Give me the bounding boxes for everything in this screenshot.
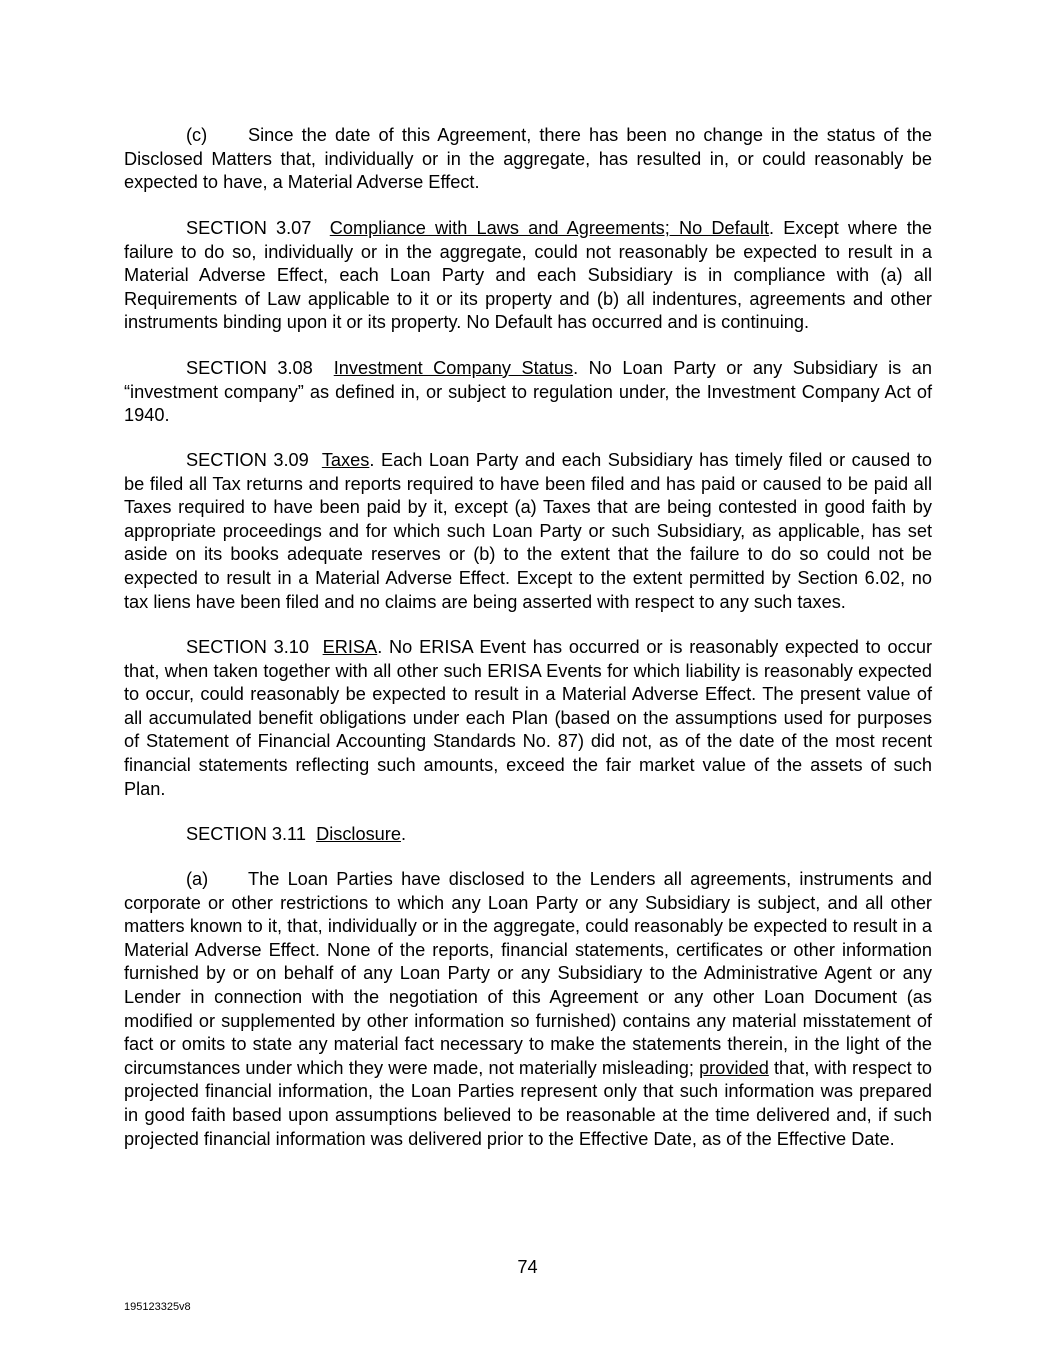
section-number: SECTION 3.08 bbox=[186, 358, 313, 378]
paragraph-label: (c) bbox=[186, 125, 208, 145]
proviso-term: provided bbox=[699, 1057, 769, 1078]
section-3-09 bbox=[124, 449, 932, 614]
section-number: SECTION 3.10 bbox=[186, 637, 310, 657]
paragraph-3-11-a bbox=[124, 868, 932, 1151]
section-3-11 bbox=[124, 823, 932, 847]
section-heading: Taxes bbox=[321, 450, 370, 470]
section-text: . Except where the failure to do so, individually or in the aggregate, could not reasonably be expected to result in a Material Adverse Effect, each Loan Party and each Subsidiary is in compliance with (a) all Requirements of Law applicable to it or its property and (b) all indentures, agreements and other instruments binding upon it or its property. No Default has occurred and is continuing. bbox=[124, 218, 933, 333]
section-text: . Each Loan Party and each Subsidiary has timely filed or caused to be filed all Tax returns and reports required to have been filed and has paid or caused to be paid all Taxes required to have been paid by it, except (a) Taxes that are being contested in good faith by appropriate proceedings and for which such Loan Party or such Subsidiary, as applicable, has set aside on its books adequate reserves or (b) to the extent that the failure to do so could not be expected to result in a Material Adverse Effect. Except to the extent permitted by Section 6.02, no tax liens have been filed and no claims are being asserted with respect to any such taxes. bbox=[124, 450, 932, 612]
section-heading: Investment Company Status bbox=[333, 358, 574, 378]
section-text: . No ERISA Event has occurred or is reasonably expected to occur that, when taken together with all other such ERISA Events for which liability is reasonably expected to occur, could reasonably be expected to result in a Material Adverse Effect. The present value of all accumulated benefit obligations under each Plan (based on the assumptions used for purposes of Statement of Financial Accounting Standards No. 87) did not, as of the date of the most recent financial statements reflecting such amounts, exceed the fair market value of the assets of such Plan. bbox=[124, 637, 933, 799]
section-heading: Compliance with Laws and Agreements; No Default bbox=[329, 218, 769, 238]
section-heading: ERISA bbox=[322, 637, 378, 657]
paragraph-label: (a) bbox=[186, 869, 209, 889]
section-heading: Disclosure bbox=[316, 824, 401, 844]
section-text: . No Loan Party or any Subsidiary is an “investment company” as defined in, or subject to regulation under, the Investment Company Act of 1940. bbox=[124, 358, 932, 426]
section-3-08 bbox=[124, 357, 932, 428]
section-3-10 bbox=[124, 636, 932, 801]
paragraph-text: The Loan Parties have disclosed to the Lenders all agreements, instruments and corporate or other restrictions to which any Loan Party or any Subsidiary is subject, and all other matters known to it, that, individually or in the aggregate, could reasonably be expected to result in a Material Adverse Effect. None of the reports, financial statements, certificates or other information furnished by or on behalf of any Loan Party or any Subsidiary to the Administrative Agent or any Lender in connection with the negotiation of this Agreement or any other Loan Document (as modified or supplemented by other information so furnished) contains any material misstatement of fact or omits to state any material fact necessary to make the statements therein, in the light of the circumstances under which they were made, not materially misleading; bbox=[124, 869, 932, 1078]
paragraph-text: Since the date of this Agreement, there has been no change in the status of the Disclosed Matters that, individually or in the aggregate, has resulted in, or could reasonably be expected to have, a Material Adverse Effect. bbox=[124, 125, 932, 193]
document-id: 195123325v8 bbox=[124, 1301, 191, 1313]
section-text: . bbox=[400, 824, 407, 844]
section-number: SECTION 3.07 bbox=[186, 218, 312, 238]
section-3-07 bbox=[124, 217, 932, 335]
paragraph-c bbox=[124, 124, 932, 195]
page-number: 74 bbox=[517, 1257, 538, 1277]
paragraph-text-continued: that, with respect to projected financial information, the Loan Parties represent only that such information was prepared in good faith based upon assumptions believed to be reasonable at the time delivered and, if such projected financial information was delivered prior to the Effective Date, as of the Effective Date. bbox=[124, 1057, 932, 1149]
section-number: SECTION 3.11 bbox=[186, 824, 306, 844]
section-number: SECTION 3.09 bbox=[186, 450, 309, 470]
